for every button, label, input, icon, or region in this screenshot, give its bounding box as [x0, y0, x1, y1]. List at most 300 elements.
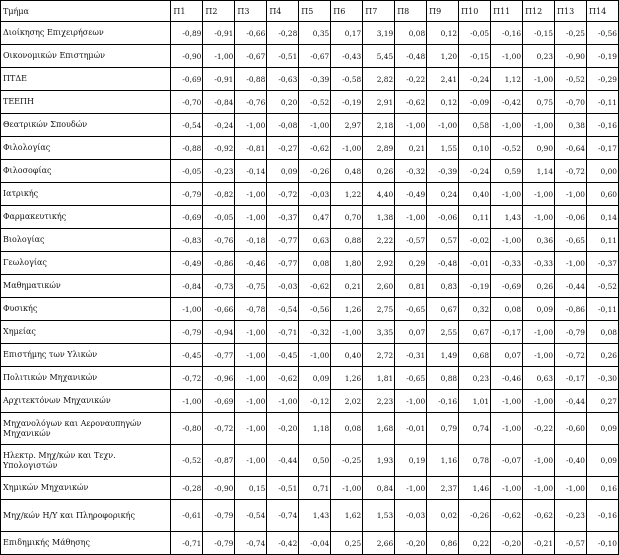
value-cell: 1,26	[331, 298, 363, 321]
value-cell: -0,70	[171, 91, 203, 114]
table-row	[1, 367, 619, 390]
value-cell: -1,00	[171, 390, 203, 413]
department-name-cell: Φιλολογίας	[1, 137, 171, 160]
value-cell: -0,77	[203, 344, 235, 367]
department-name-cell: Βιολογίας	[1, 229, 171, 252]
value-cell: -0,42	[267, 532, 299, 555]
department-name-cell: Μηχανολόγων και Αεροναυπηγών Μηχανικών	[1, 413, 171, 445]
value-cell: 0,48	[331, 160, 363, 183]
value-cell: -0,88	[235, 68, 267, 91]
column-header-indicator: Π2	[203, 1, 235, 22]
value-cell: 0,26	[363, 160, 395, 183]
value-cell: 0,22	[459, 532, 491, 555]
value-cell: -1,00	[235, 390, 267, 413]
value-cell: 2,89	[363, 137, 395, 160]
table-row	[1, 252, 619, 275]
value-cell: -1,00	[235, 445, 267, 477]
table-row	[1, 477, 619, 500]
value-cell: 0,09	[587, 445, 619, 477]
table-row	[1, 413, 619, 445]
value-cell: -0,79	[171, 321, 203, 344]
value-cell: -0,62	[491, 500, 523, 532]
value-cell: -0,70	[555, 91, 587, 114]
value-cell: -0,37	[587, 252, 619, 275]
value-cell: 0,02	[427, 500, 459, 532]
value-cell: 1,26	[331, 367, 363, 390]
value-cell: -0,51	[267, 477, 299, 500]
value-cell: -0,33	[491, 252, 523, 275]
value-cell: 0,81	[395, 275, 427, 298]
value-cell: -0,61	[171, 500, 203, 532]
value-cell: 0,12	[427, 22, 459, 45]
value-cell: 0,75	[523, 91, 555, 114]
value-cell: -0,77	[267, 229, 299, 252]
value-cell: -0,17	[587, 137, 619, 160]
value-cell: -1,00	[235, 413, 267, 445]
value-cell: 2,22	[363, 229, 395, 252]
value-cell: 0,71	[299, 477, 331, 500]
value-cell: 0,50	[299, 445, 331, 477]
value-cell: -0,45	[267, 344, 299, 367]
value-cell: -1,00	[491, 413, 523, 445]
value-cell: -0,72	[555, 344, 587, 367]
value-cell: -0,84	[203, 91, 235, 114]
value-cell: 2,41	[427, 68, 459, 91]
value-cell: 1,43	[299, 500, 331, 532]
value-cell: 0,09	[587, 413, 619, 445]
value-cell: -1,00	[235, 183, 267, 206]
value-cell: -0,54	[171, 114, 203, 137]
value-cell: 0,29	[395, 252, 427, 275]
value-cell: -0,45	[171, 344, 203, 367]
value-cell: -0,69	[171, 206, 203, 229]
value-cell: -0,16	[427, 390, 459, 413]
value-cell: -0,42	[491, 91, 523, 114]
column-header-indicator: Π10	[459, 1, 491, 22]
department-name-cell: Φιλοσοφίας	[1, 160, 171, 183]
table-row	[1, 275, 619, 298]
value-cell: 0,79	[427, 413, 459, 445]
value-cell: 2,37	[427, 477, 459, 500]
value-cell: 0,57	[427, 229, 459, 252]
value-cell: -0,43	[331, 45, 363, 68]
value-cell: -1,00	[523, 68, 555, 91]
value-cell: 0,88	[331, 229, 363, 252]
value-cell: -0,82	[203, 183, 235, 206]
value-cell: -0,03	[395, 500, 427, 532]
table-row	[1, 532, 619, 555]
value-cell: -0,03	[299, 183, 331, 206]
value-cell: -0,79	[203, 500, 235, 532]
table-row	[1, 45, 619, 68]
value-cell: 1,80	[331, 252, 363, 275]
value-cell: 0,83	[427, 275, 459, 298]
value-cell: -1,00	[203, 45, 235, 68]
value-cell: -0,12	[299, 390, 331, 413]
table-row	[1, 183, 619, 206]
value-cell: 0,09	[523, 298, 555, 321]
table-row	[1, 114, 619, 137]
department-name-cell: Γεωλογίας	[1, 252, 171, 275]
value-cell: -1,00	[523, 445, 555, 477]
department-name-cell: Μαθηματικών	[1, 275, 171, 298]
value-cell: 0,21	[331, 275, 363, 298]
table-row	[1, 321, 619, 344]
value-cell: 2,66	[363, 532, 395, 555]
value-cell: -0,63	[267, 68, 299, 91]
value-cell: -0,65	[395, 298, 427, 321]
value-cell: -0,89	[171, 22, 203, 45]
value-cell: 4,40	[363, 183, 395, 206]
value-cell: -0,87	[203, 445, 235, 477]
value-cell: -0,44	[555, 390, 587, 413]
table-row	[1, 298, 619, 321]
value-cell: -0,51	[267, 45, 299, 68]
value-cell: 0,32	[459, 298, 491, 321]
value-cell: -0,52	[555, 68, 587, 91]
value-cell: -0,39	[299, 68, 331, 91]
value-cell: -0,04	[299, 532, 331, 555]
column-header-indicator: Π9	[427, 1, 459, 22]
value-cell: 2,55	[427, 321, 459, 344]
value-cell: -0,32	[299, 321, 331, 344]
value-cell: -0,86	[203, 252, 235, 275]
value-cell: -0,25	[331, 445, 363, 477]
department-name-cell: Αρχιτεκτόνων Μηχανικών	[1, 390, 171, 413]
value-cell: -0,28	[171, 477, 203, 500]
value-cell: -0,60	[555, 413, 587, 445]
value-cell: -1,00	[331, 137, 363, 160]
value-cell: -0,73	[203, 275, 235, 298]
column-header-indicator: Π6	[331, 1, 363, 22]
value-cell: -0,33	[523, 252, 555, 275]
value-cell: -0,77	[267, 252, 299, 275]
value-cell: -0,62	[523, 500, 555, 532]
value-cell: -0,74	[267, 500, 299, 532]
value-cell: -0,19	[459, 275, 491, 298]
table-row	[1, 137, 619, 160]
value-cell: 0,27	[587, 390, 619, 413]
value-cell: 3,19	[363, 22, 395, 45]
value-cell: 0,26	[587, 344, 619, 367]
value-cell: -0,19	[587, 45, 619, 68]
value-cell: 0,19	[395, 445, 427, 477]
value-cell: 0,26	[523, 275, 555, 298]
department-name-cell: Χημείας	[1, 321, 171, 344]
value-cell: 0,63	[299, 229, 331, 252]
value-cell: -0,22	[395, 68, 427, 91]
value-cell: 0,08	[587, 321, 619, 344]
value-cell: -0,40	[555, 445, 587, 477]
value-cell: 2,02	[331, 390, 363, 413]
column-header-department: Τμήμα	[1, 1, 171, 22]
value-cell: 1,49	[427, 344, 459, 367]
value-cell: -0,17	[491, 321, 523, 344]
value-cell: 2,97	[331, 114, 363, 137]
value-cell: -0,30	[587, 367, 619, 390]
value-cell: 0,16	[587, 477, 619, 500]
value-cell: 0,59	[491, 160, 523, 183]
value-cell: 3,35	[363, 321, 395, 344]
value-cell: -0,25	[555, 22, 587, 45]
value-cell: -1,00	[555, 477, 587, 500]
value-cell: 1,14	[523, 160, 555, 183]
value-cell: -0,52	[299, 91, 331, 114]
value-cell: -0,20	[395, 532, 427, 555]
value-cell: 0,67	[459, 321, 491, 344]
value-cell: 0,68	[459, 344, 491, 367]
value-cell: -0,18	[235, 229, 267, 252]
value-cell: 0,74	[459, 413, 491, 445]
value-cell: 2,23	[363, 390, 395, 413]
value-cell: -0,14	[235, 160, 267, 183]
value-cell: -0,46	[235, 252, 267, 275]
value-cell: -0,86	[555, 298, 587, 321]
value-cell: -0,26	[299, 160, 331, 183]
value-cell: -0,05	[459, 22, 491, 45]
value-cell: 1,16	[427, 445, 459, 477]
value-cell: -0,76	[203, 229, 235, 252]
value-cell: -1,00	[555, 183, 587, 206]
value-cell: 0,25	[331, 532, 363, 555]
value-cell: -0,08	[267, 114, 299, 137]
value-cell: -1,00	[523, 390, 555, 413]
department-name-cell: ΤΕΕΠΗ	[1, 91, 171, 114]
value-cell: -0,49	[171, 252, 203, 275]
value-cell: -0,52	[171, 445, 203, 477]
value-cell: -0,44	[555, 275, 587, 298]
table-row	[1, 445, 619, 477]
value-cell: -1,00	[235, 114, 267, 137]
value-cell: -0,05	[203, 206, 235, 229]
value-cell: -0,39	[427, 160, 459, 183]
value-cell: 0,08	[331, 413, 363, 445]
value-cell: 0,60	[587, 183, 619, 206]
value-cell: -1,00	[491, 45, 523, 68]
value-cell: 0,08	[299, 252, 331, 275]
value-cell: -0,62	[299, 137, 331, 160]
value-cell: -0,24	[203, 114, 235, 137]
value-cell: -0,79	[555, 321, 587, 344]
table-header-row	[1, 1, 619, 22]
value-cell: -0,83	[171, 229, 203, 252]
value-cell: -0,72	[171, 367, 203, 390]
value-cell: -0,24	[459, 68, 491, 91]
column-header-indicator: Π13	[555, 1, 587, 22]
value-cell: 1,55	[427, 137, 459, 160]
value-cell: 0,63	[523, 367, 555, 390]
value-cell: 0,36	[523, 229, 555, 252]
column-header-indicator: Π12	[523, 1, 555, 22]
department-name-cell: Διοίκησης Επιχειρήσεων	[1, 22, 171, 45]
value-cell: -0,64	[555, 137, 587, 160]
value-cell: -0,62	[267, 367, 299, 390]
value-cell: -0,23	[555, 500, 587, 532]
column-header-indicator: Π3	[235, 1, 267, 22]
value-cell: 0,86	[427, 532, 459, 555]
value-cell: -0,32	[395, 160, 427, 183]
value-cell: -1,00	[171, 298, 203, 321]
column-header-indicator: Π1	[171, 1, 203, 22]
table-row	[1, 68, 619, 91]
value-cell: 0,88	[427, 367, 459, 390]
value-cell: -0,84	[171, 275, 203, 298]
value-cell: 2,18	[363, 114, 395, 137]
value-cell: -0,57	[395, 229, 427, 252]
value-cell: -1,00	[395, 206, 427, 229]
column-header-indicator: Π11	[491, 1, 523, 22]
value-cell: -0,88	[171, 137, 203, 160]
value-cell: -0,94	[203, 321, 235, 344]
department-name-cell: Χημικών Μηχανικών	[1, 477, 171, 500]
value-cell: 0,20	[267, 91, 299, 114]
value-cell: 5,45	[363, 45, 395, 68]
value-cell: 0,40	[459, 183, 491, 206]
value-cell: -0,57	[555, 532, 587, 555]
value-cell: -1,00	[299, 344, 331, 367]
value-cell: -0,56	[299, 298, 331, 321]
value-cell: -0,69	[171, 68, 203, 91]
value-cell: -0,78	[235, 298, 267, 321]
value-cell: 1,62	[331, 500, 363, 532]
value-cell: 1,53	[363, 500, 395, 532]
value-cell: 0,17	[331, 22, 363, 45]
value-cell: -0,03	[267, 275, 299, 298]
column-header-indicator: Π8	[395, 1, 427, 22]
value-cell: -0,90	[555, 45, 587, 68]
value-cell: -1,00	[299, 114, 331, 137]
column-header-indicator: Π4	[267, 1, 299, 22]
value-cell: 1,20	[427, 45, 459, 68]
value-cell: -0,90	[203, 477, 235, 500]
value-cell: -0,66	[235, 22, 267, 45]
value-cell: -0,06	[427, 206, 459, 229]
value-cell: -0,65	[395, 367, 427, 390]
value-cell: 0,40	[331, 344, 363, 367]
value-cell: -0,96	[203, 367, 235, 390]
value-cell: -0,90	[171, 45, 203, 68]
table-row	[1, 22, 619, 45]
value-cell: -0,56	[587, 22, 619, 45]
value-cell: -0,74	[235, 532, 267, 555]
value-cell: 0,11	[587, 229, 619, 252]
value-cell: -1,00	[235, 206, 267, 229]
value-cell: 0,11	[459, 206, 491, 229]
value-cell: 0,08	[395, 22, 427, 45]
department-name-cell: Θεατρικών Σπουδών	[1, 114, 171, 137]
value-cell: -0,72	[267, 183, 299, 206]
column-header-indicator: Π5	[299, 1, 331, 22]
value-cell: 1,18	[299, 413, 331, 445]
department-name-cell: Μηχ/κών Η/Υ και Πληροφορικής	[1, 500, 171, 532]
value-cell: -1,00	[395, 114, 427, 137]
value-cell: -0,72	[203, 413, 235, 445]
value-cell: 0,24	[427, 183, 459, 206]
value-cell: -0,20	[267, 413, 299, 445]
value-cell: -0,16	[587, 114, 619, 137]
value-cell: -0,16	[587, 500, 619, 532]
value-cell: 0,09	[267, 160, 299, 183]
value-cell: -0,91	[203, 22, 235, 45]
value-cell: -0,62	[395, 91, 427, 114]
value-cell: -0,71	[171, 532, 203, 555]
value-cell: -0,91	[203, 68, 235, 91]
value-cell: -1,00	[491, 114, 523, 137]
department-name-cell: Επιστήμης των Υλικών	[1, 344, 171, 367]
value-cell: -1,00	[267, 390, 299, 413]
value-cell: 0,70	[331, 206, 363, 229]
value-cell: -0,69	[203, 390, 235, 413]
value-cell: -0,29	[587, 68, 619, 91]
department-name-cell: Ηλεκτρ. Μηχ/κών και Τεχν. Υπολογιστών	[1, 445, 171, 477]
value-cell: 0,35	[299, 22, 331, 45]
value-cell: -0,22	[523, 413, 555, 445]
value-cell: -0,75	[235, 275, 267, 298]
value-cell: -0,52	[587, 275, 619, 298]
value-cell: -1,00	[235, 321, 267, 344]
value-cell: -1,00	[491, 183, 523, 206]
value-cell: -0,71	[267, 321, 299, 344]
department-name-cell: Φαρμακευτικής	[1, 206, 171, 229]
value-cell: -1,00	[235, 367, 267, 390]
value-cell: 0,08	[491, 298, 523, 321]
value-cell: 0,78	[459, 445, 491, 477]
value-cell: 0,15	[235, 477, 267, 500]
value-cell: 0,10	[459, 137, 491, 160]
value-cell: -0,54	[235, 500, 267, 532]
value-cell: -0,10	[587, 532, 619, 555]
value-cell: -0,66	[203, 298, 235, 321]
value-cell: -0,67	[235, 45, 267, 68]
table-body	[1, 22, 619, 555]
value-cell: 2,91	[363, 91, 395, 114]
value-cell: -0,11	[587, 298, 619, 321]
value-cell: -0,46	[491, 367, 523, 390]
value-cell: 1,12	[491, 68, 523, 91]
table-row	[1, 500, 619, 532]
value-cell: -0,92	[203, 137, 235, 160]
value-cell: -0,69	[491, 275, 523, 298]
value-cell: -0,01	[459, 252, 491, 275]
value-cell: 0,00	[587, 160, 619, 183]
value-cell: -0,15	[459, 45, 491, 68]
value-cell: -1,00	[491, 390, 523, 413]
value-cell: -1,00	[491, 477, 523, 500]
value-cell: 1,38	[363, 206, 395, 229]
value-cell: -0,19	[331, 91, 363, 114]
value-cell: 0,47	[299, 206, 331, 229]
value-cell: -1,00	[523, 321, 555, 344]
value-cell: 0,21	[395, 137, 427, 160]
value-cell: -1,00	[395, 477, 427, 500]
value-cell: -0,79	[171, 183, 203, 206]
value-cell: -1,00	[555, 252, 587, 275]
value-cell: -1,00	[427, 114, 459, 137]
value-cell: 0,67	[427, 298, 459, 321]
value-cell: 0,23	[523, 45, 555, 68]
value-cell: -0,07	[491, 445, 523, 477]
value-cell: 0,90	[523, 137, 555, 160]
value-cell: -1,00	[523, 183, 555, 206]
value-cell: 2,60	[363, 275, 395, 298]
table-row	[1, 206, 619, 229]
value-cell: -0,09	[459, 91, 491, 114]
value-cell: 1,93	[363, 445, 395, 477]
value-cell: -0,79	[203, 532, 235, 555]
value-cell: -1,00	[523, 344, 555, 367]
value-cell: 1,68	[363, 413, 395, 445]
value-cell: -0,01	[395, 413, 427, 445]
